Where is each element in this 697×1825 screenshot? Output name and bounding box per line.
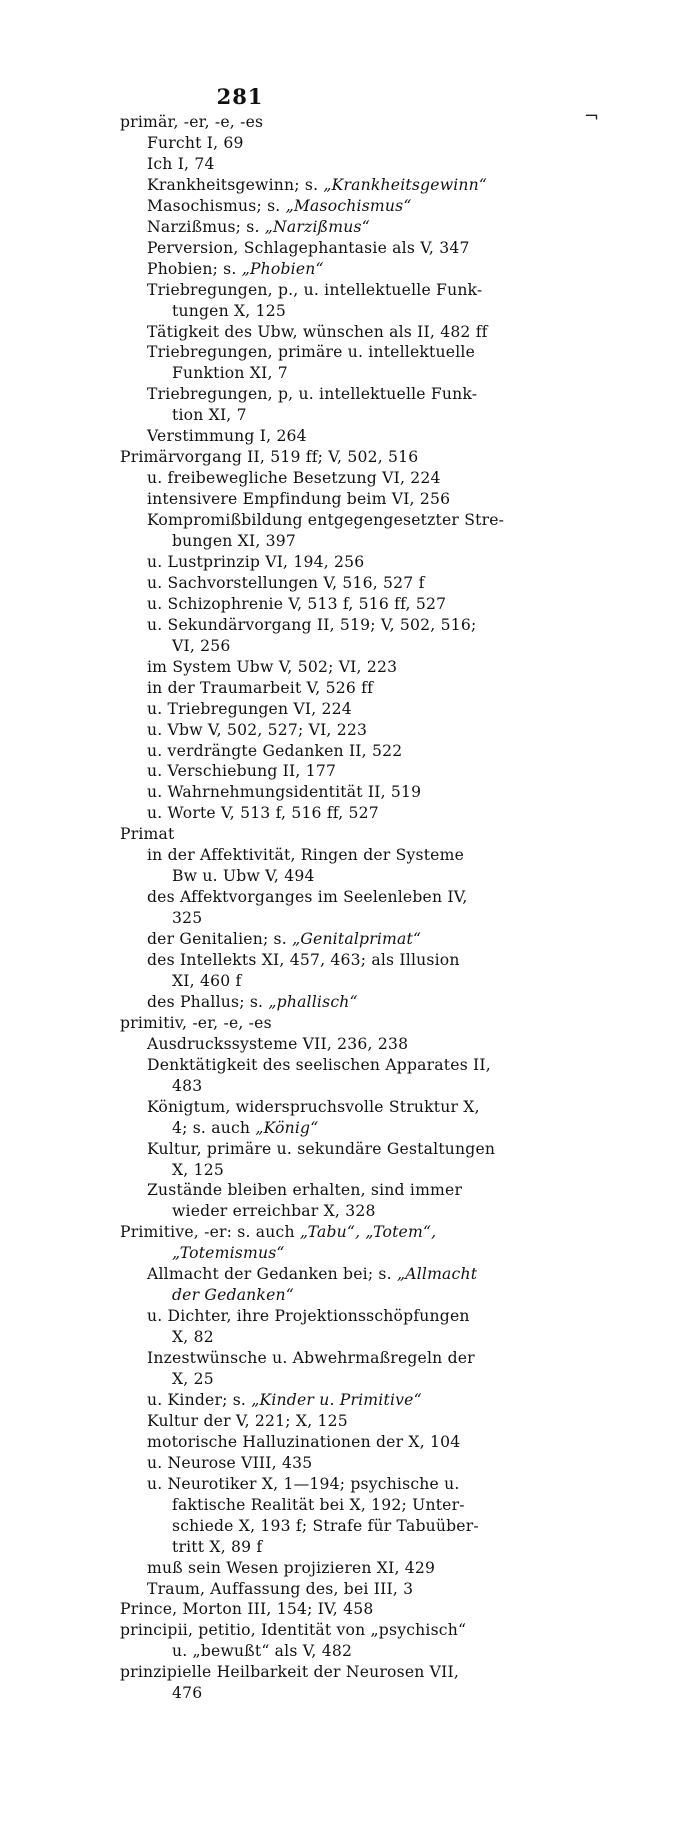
index-line-text: intensivere Empfindung beim VI, 256 [147, 490, 451, 509]
index-line-reference: „phallisch“ [268, 992, 358, 1011]
index-line-text: Inzestwünsche u. Abwehrmaßregeln der [147, 1349, 475, 1368]
index-line [147, 929, 421, 949]
index-line-text: Phobien; s. [147, 259, 242, 278]
index-line-text: bungen XI, 397 [172, 532, 297, 550]
index-line-text: u. verdrängte Gedanken II, 522 [147, 741, 403, 760]
index-line-text: in der Affektivität, Ringen der Systeme [147, 846, 465, 865]
index-line-text: motorische Halluzinationen der X, 104 [147, 1432, 461, 1451]
index-line [147, 384, 477, 404]
index-line [147, 678, 373, 698]
index-line-text: Traum, Auffassung des, bei III, 3 [147, 1579, 414, 1598]
index-line-text: in der Traumarbeit V, 526 ff [147, 678, 374, 697]
index-line-text: 4; s. auch [172, 1118, 256, 1137]
index-line-text: u. Sekundärvorgang II, 519; V, 502, 516; [147, 615, 477, 634]
index-line [172, 1118, 318, 1138]
index-line [147, 1139, 495, 1159]
index-line [147, 510, 504, 530]
index-line [147, 468, 441, 488]
index-line-reference: „Tabu“, „Totem“, [299, 1223, 437, 1242]
index-line [120, 824, 174, 844]
index-line-text: Königtum, widerspruchsvolle Struktur X, [147, 1097, 480, 1116]
index-line-text: Ausdruckssysteme VII, 236, 238 [147, 1034, 409, 1053]
index-line-text: des Affektvorganges im Seelenleben IV, [147, 888, 468, 907]
index-line [147, 657, 397, 677]
index-line-text: Bw u. Ubw V, 494 [172, 867, 315, 886]
index-line [172, 301, 286, 321]
index-line-text: principii, petitio, Identität von „psychisch“ [120, 1621, 467, 1640]
index-line [147, 342, 475, 362]
index-line [147, 1390, 422, 1410]
index-line [147, 803, 379, 823]
index-line [172, 1683, 202, 1703]
index-line [147, 761, 336, 781]
index-line-text: u. „bewußt“ als V, 482 [172, 1642, 353, 1661]
index-line-text: Ich I, 74 [147, 154, 215, 173]
page-number: 281 [216, 84, 264, 109]
index-line-reference: „Narzißmus“ [264, 217, 370, 236]
index-line [147, 950, 460, 970]
index-line-text: Tätigkeit des Ubw, wünschen als II, 482 ff [147, 322, 488, 341]
index-line [172, 1076, 202, 1096]
index-line [120, 112, 263, 132]
index-line [147, 615, 476, 635]
index-line [147, 594, 446, 614]
index-line-text: u. Vbw V, 502, 527; VI, 223 [147, 720, 368, 739]
index-line [147, 1558, 435, 1578]
index-line [147, 1034, 408, 1054]
index-line-text: Funktion XI, 7 [172, 364, 288, 383]
index-line-text: 483 [172, 1076, 203, 1095]
index-line-text: des Intellekts XI, 457, 463; als Illusion [147, 951, 460, 969]
index-line-text: u. Triebregungen VI, 224 [147, 699, 352, 718]
index-line-text: primär, -er, -e, -es [120, 113, 264, 131]
index-line-text: VI, 256 [172, 636, 231, 655]
index-line-reference: „Allmacht [396, 1265, 478, 1284]
index-line [120, 447, 418, 467]
index-line-text: Triebregungen, primäre u. intellektuelle [147, 343, 475, 362]
index-line [172, 531, 296, 551]
index-line [172, 405, 247, 425]
index-line [172, 1243, 285, 1263]
index-line [147, 426, 307, 446]
index-line [147, 720, 367, 740]
index-line-reference: „Masochismus“ [285, 196, 412, 215]
index-line [120, 1620, 466, 1640]
index-line-text: schiede X, 193 f; Strafe für Tabuüber- [172, 1516, 479, 1535]
index-line [147, 133, 244, 153]
index-line-text: Narzißmus; s. [147, 217, 265, 236]
corner-mark: ¬ [584, 106, 600, 127]
index-line [147, 1264, 477, 1284]
index-line [147, 573, 425, 593]
index-line-text: u. Sachvorstellungen V, 516, 527 f [147, 573, 425, 592]
index-line [147, 1306, 470, 1326]
index-line-text: des Phallus; s. [147, 992, 269, 1011]
index-line [172, 1285, 294, 1305]
index-line [147, 1474, 459, 1494]
index-line [147, 322, 488, 342]
index-line [147, 552, 364, 572]
index-line-reference: „Krankheitsgewinn“ [323, 175, 488, 194]
index-line [147, 280, 482, 300]
index-line [147, 699, 352, 719]
index-line-text: primitiv, -er, -e, -es [120, 1013, 272, 1032]
index-line-text: prinzipielle Heilbarkeit der Neurosen VII, [120, 1663, 459, 1682]
index-line [147, 489, 450, 509]
index-line-text: Prince, Morton III, 154; IV, 458 [120, 1600, 374, 1619]
index-line-text: u. Kinder; s. [147, 1390, 252, 1409]
index-line-text: Primat [120, 825, 175, 844]
index-line [172, 866, 315, 886]
index-line-text: Primitive, -er: s. auch [120, 1223, 300, 1242]
index-line-text: muß sein Wesen projizieren XI, 429 [147, 1558, 436, 1577]
index-line [172, 636, 231, 656]
index-line [147, 741, 402, 761]
index-line [172, 363, 288, 383]
index-line [172, 1369, 214, 1389]
index-line-text: Perversion, Schlagephantasie als V, 347 [147, 238, 470, 257]
index-line-text: Triebregungen, p, u. intellektuelle Funk- [147, 385, 478, 404]
index-line [120, 1599, 373, 1619]
index-line-text: u. Dichter, ihre Projektionsschöpfungen [147, 1307, 470, 1326]
index-line-text: Furcht I, 69 [147, 133, 244, 152]
index-line-text: u. Neurose VIII, 435 [147, 1453, 313, 1472]
index-line [147, 1453, 312, 1473]
index-line-reference: „Phobien“ [241, 259, 324, 278]
index-line [147, 1348, 475, 1368]
index-line-text: Kultur der V, 221; X, 125 [147, 1411, 348, 1430]
index-line [147, 782, 421, 802]
index-line-text: X, 25 [172, 1370, 214, 1388]
index-line [147, 1579, 413, 1599]
index-line-text: 325 [172, 909, 203, 928]
index-line-text: tion XI, 7 [172, 406, 247, 425]
index-line [147, 238, 470, 258]
index-line [172, 1641, 352, 1661]
index-line-text: im System Ubw V, 502; VI, 223 [147, 657, 398, 676]
index-line-text: tritt X, 89 f [172, 1537, 263, 1556]
index-line-text: Verstimmung I, 264 [147, 427, 307, 446]
index-line-text: Primärvorgang II, 519 ff; V, 502, 516 [120, 448, 419, 467]
index-line [120, 1222, 436, 1242]
index-line [172, 1160, 224, 1180]
index-line-text: wieder erreichbar X, 328 [172, 1202, 376, 1221]
index-line-text: Triebregungen, p., u. intellektuelle Funk- [147, 280, 483, 299]
index-line-text: faktische Realität bei X, 192; Unter- [172, 1495, 465, 1514]
index-line-text: 476 [172, 1684, 203, 1703]
index-line [147, 992, 358, 1012]
index-line-reference: „Totemismus“ [172, 1244, 285, 1263]
index-line-text: XI, 460 f [172, 971, 242, 990]
index-line [147, 845, 464, 865]
index-line-text: tungen X, 125 [172, 301, 286, 320]
index-line [120, 1013, 272, 1033]
index-line [172, 1327, 214, 1347]
index-line-reference: „Genitalprimat“ [292, 930, 422, 949]
index-line [147, 217, 370, 237]
index-line-text: Zustände bleiben erhalten, sind immer [147, 1181, 463, 1200]
index-line [172, 1495, 465, 1515]
index-line [172, 908, 202, 928]
index-line [147, 259, 324, 279]
index-line-reference: „Kinder u. Primitive“ [251, 1390, 422, 1409]
index-line [172, 1516, 479, 1536]
index-line [172, 1201, 376, 1221]
index-line-text: u. Verschiebung II, 177 [147, 762, 337, 781]
index-line [147, 887, 468, 907]
index-line-text: u. Neurotiker X, 1—194; psychische u. [147, 1474, 460, 1493]
index-line [147, 154, 215, 174]
index-line [172, 1537, 262, 1557]
index-line-text: u. Worte V, 513 f, 516 ff, 527 [147, 804, 379, 823]
index-line-text: Kultur, primäre u. sekundäre Gestaltungen [147, 1139, 496, 1158]
index-line-text: u. Schizophrenie V, 513 f, 516 ff, 527 [147, 594, 447, 613]
index-line [147, 1097, 480, 1117]
index-line [172, 971, 241, 991]
index-line-text: X, 125 [172, 1160, 224, 1179]
index-line-text: der Genitalien; s. [147, 930, 293, 949]
index-line-reference: der Gedanken“ [172, 1286, 294, 1305]
index-line [147, 1055, 491, 1075]
index-line [120, 1662, 459, 1682]
index-line-text: u. Wahrnehmungsidentität II, 519 [147, 783, 422, 802]
index-line-text: u. Lustprinzip VI, 194, 256 [147, 552, 365, 571]
index-line-text: Krankheitsgewinn; s. [147, 175, 324, 194]
index-line [147, 1432, 460, 1452]
index-line-text: X, 82 [172, 1328, 214, 1347]
index-line-reference: „König“ [255, 1118, 319, 1137]
index-line [147, 1411, 348, 1431]
index-line [147, 175, 487, 195]
index-line-text: Denktätigkeit des seelischen Apparates II, [147, 1055, 491, 1074]
index-line [147, 1180, 462, 1200]
index-line [147, 196, 412, 216]
index-line-text: u. freibewegliche Besetzung VI, 224 [147, 469, 441, 488]
index-line-text: Allmacht der Gedanken bei; s. [147, 1265, 397, 1284]
index-line-text: Masochismus; s. [147, 196, 286, 215]
index-line-text: Kompromißbildung entgegengesetzter Stre- [147, 511, 505, 530]
